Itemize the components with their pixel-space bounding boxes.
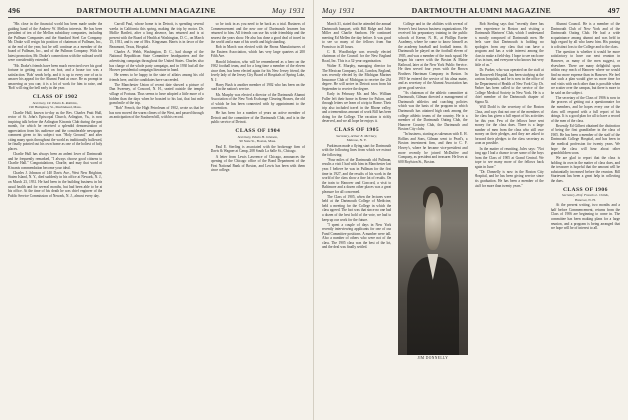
paragraph: "His close in the financial world has been made under the guiding hand of the Andrew W. Mellon interests. He has been president of ten of the Mellon subsidiary companies, including the Pullman Companies and the Standard Steel Car Company. Mr. Drake will resign his position of chairman of Pullman, Inc., at the end of the year, but he will continue as a member of the board of Pullman, Inc., and of the Pullman Company. With his latest promotion, Mr. Drake's connections with the railroad world were considerably extended. (8, 22, 103, 63)
class-address: 90 State St., Boston, Mass. (239, 139, 277, 144)
column-4 (551, 22, 620, 420)
photo-face (425, 193, 442, 249)
paragraph: College and in the abilities with several of Seaver's best known business organizations. He received his preparatory training in the public schools of Keene, N. H., at Phillips Exeter Academy, where he came to know himself as the academy baseball and football teams. At Dartmouth he played on the football eleven of 1905, and was a member of the track squad. He began his career with the Boston & Maine Railroad, later at the New York Public Service. He then served four years with the Brown Brothers Harriman Company in Boston. In 1919 he entered the service of his alma mater, and as secretary of the Alumni Association has given good service. (398, 22, 468, 90)
paragraph: "Four miles of the Dartmouth old Pullman, results a visit I had with him in Manchester last year. I believe he was in Pullman for the first time in 1927, and the results of his work in the world of the class show a fine lot of results. On the train to Hanover and Concord, a visit to Baltimore and a dozen other places was a great pleasure for all concerned. (322, 157, 392, 194)
paragraph: We are glad to report that the class is holding its own in the matter of class dues, and the treasurer is hopeful that the amount will be substantially increased before the reunion. Bill Sturtevant has been a great help in collecting the dues. (550, 156, 620, 183)
paragraph: Alumni Council. He is a member of the Dartmouth Club of New York and of the Dartmouth Outing Club. He had a wide acquaintance among alumni and was held in high regard by all who knew him. His passing is a distinct loss to the College and to the class. (550, 22, 620, 49)
paragraph: Early in February Mr. and Mrs. William Fuller left their home in Keene for Fulton, and through letters we learn of a trip to Rome. Their trip also included travel in the Rhone valley, and a tremendous amount of work Bill has been doing for the College. The vacation is richly deserved, and we all hope he enjoys it. (322, 91, 392, 124)
column-1 (322, 22, 391, 420)
magazine-title: DARTMOUTH ALUMNI MAGAZINE (411, 6, 552, 15)
column-2 (109, 22, 203, 420)
paragraph: "Mr. Drake's friends have been much exercised over his good fortune in getting out and on foot, and a house too was a satisfaction. 'Bob' sends help, and it is up to every one of us to answer his appeal for the Alumni Fund at once. Be as prompt in answering as you can; it is a lot of work for him to raise, and 'Bob' will ring the bell early in the year. (8, 63, 103, 91)
paragraph: Carroll Paul, whose home is in Detroit, is spending several weeks in California this spring, making the trip by motor. Dr. Mollie Bartlett, after a long absence, has returned and is at present with the Board of Health at Washington, D. C., on March 15, 1931, and is one of Mrs. Kingsman. Harris is in favor of the Beaumont, Texas, Hospital. (109, 22, 204, 49)
column-3 (211, 22, 305, 420)
paragraph: In the matter of reuniting, Jules says: "Not long ago I had a chance to see some of the boys from the Class of 1905 at Grand Central. We hope to see many more of the fellows back again in June." (474, 146, 544, 169)
paragraph: At the present writing, two months and a half before Commencement, returns from the Class of 1906 are beginning to come in. The committee has been making plans for a large reunion, and a program is being arranged that we hope will be of interest to all. (550, 203, 620, 231)
photo-caption: JIM DONNELLY (417, 356, 449, 361)
paragraph: The Class of 1905, when the lectures were held at the Dartmouth College of Medicine, held a meeting for the College in which the class agreed. The fact was that since no one had a dozen of the best hold of the vote, we had to keep up our work for the future. (322, 194, 392, 222)
paragraph: "I spent a couple of days in New York recently interviewing applicants for one of our Fund Committee positions. A number were tall. Also a number of others who were not of the class. The 1905 class was the best of the lot, and the deal was finally settled. (322, 222, 392, 250)
paragraph: "As chairman of the athletic committee at Dartmouth, Gilman directed a management of Dartmouth athletics and coaching policies which was the basis of the program in which Dartmouth has attained high rank among the college athletic teams of the country. He is a member of the Dartmouth Outing Club, the Hanover Country Club, the Dartmouth and Boston City clubs. (398, 90, 468, 132)
paragraph: The Manchester Union of recent date showed a picture of Dan Sweeney, of Concord, N. H., seated outside the temple village of Fortuna. Thus seems to have adopted a little more of a hidden than the days when he boasted to his last, that last mile grand mile of the trip. (109, 82, 204, 106)
paragraph: Walter E. Murphy, managing director for The Mexican Company, Ltd., London, England, was recently elected by the Michigan Mariner Insurance Club of Michigan to receive the 23d degree. He will arrive in Detroit soon from his September to receive the degree. (322, 64, 392, 91)
class-heading: CLASS OF 1906 (562, 186, 608, 193)
paragraph: The question is whether it would be more satisfactory to have our next reunion in Hanover, as many of the men suggest, or elsewhere. There are many delightful spots within easy reach of Hanover where we would find no more expense than in Hanover. We feel that such a plan would give us more time for real visits with each other than is possible when we scatter over the campus, but there is more to be said on the subject. (550, 49, 620, 95)
issue-date: May 1931 (272, 6, 305, 15)
paragraph: A letter from Lewis Lawrence of Chicago, announces the opening of the Chicago office of the Bond Department of the First National Bank of Boston, and Lewis has been with them since college. (210, 154, 305, 173)
paragraph: Bob Sterling says that "recently there has been experience in Boston and visiting a Dartmouth Mariners' Club, which I understand is mostly composed of Dartmouth men. He feels sure that Dartmouth is holding no apologies from any class that can have a program and has a wide interest among the class to make a field-day. I hope to see each one of us in turn, and everyone who knows but very little of us." (474, 22, 544, 67)
class-address: Melrose, N. Y. (346, 137, 367, 142)
paragraph: so he took in as you need to be back as a trial. Business of Commencement and the new one of Dartmouth lawmen has returned to him. All friends can use his wide friendship and the nearest the years show. He also has done a good deal of travel in the world and a man of his worth and high standing. (210, 22, 305, 45)
paragraph: "Dr. Donnelly is now in the Boston City Hospital, and he has been giving service since his graduation. He has been a member of the staff for more than twenty years." (474, 169, 544, 188)
paragraph: Recently Ed Gilbert obtained the distinction of being the first grandfather in the class of 1905. He has been a member of the staff of the Dartmouth College Hospital, and has been in the medical profession for twenty years. We hope the class will hear about other grandchildren soon. (550, 123, 620, 156)
column-3 (475, 22, 544, 420)
class-heading: CLASS OF 1902 (32, 93, 78, 100)
paragraph: Harold Johnston, who will be remembered as a hero on the 1902 football team, and for a long time a member of the eleven since then, has been elected again for his New Jersey friend, the lovely lady of the Jersey City Board of Hospitals of Spring Lake, N. J. (210, 59, 305, 82)
column-group (322, 22, 620, 420)
paragraph: Will Dodd is the secretary of the Boston Class, and says that not one of the members of the class has given a full report of his activities for this year. Few of the fellows have sent money for the class dues. There is a large number of men from the class who still owe money on their pledges, and they are asked to forward their pledges to the class secretary as soon as possible. (474, 105, 544, 146)
class-heading: CLASS OF 1905 (334, 126, 380, 133)
issue-date: May 1931 (322, 6, 355, 15)
paragraph: Charles A. Webb, Washington, D. C., had charge of the National Republican State Committee headquarters and the advertising campaign throughout the United States. Charles also has charge of the whole party campaign, and in 1930 had all the Hoover presidential campaign literature in hand. (109, 49, 204, 73)
class-secretary: Secretary, Prof. Francis L. Childs, (562, 193, 609, 198)
class-secretary: Secretary, Dr. Edwin K. Robbins, (32, 100, 78, 105)
class-heading: CLASS OF 1904 (235, 128, 281, 134)
class-address: 190 Humphrey St., Marblehead, Mass. (28, 104, 82, 109)
page-header (8, 6, 305, 18)
column-1 (8, 22, 102, 420)
paragraph: March 31, stated that he attended the annual Dartmouth banquet, with Bill Ridge and John Miller and Charlie Sanborn. He continued meeting Ed Mellen the day before. It was good to see so many of the fellows from San Francisco in 20 hours. (322, 22, 392, 49)
paragraph: He has been for a number of years an active member of Detroit and the committee of the Dartmouth Club, and is in the public service of Detroit. (210, 111, 305, 125)
paragraph: "Bob" French, the High Petroleum of 1902, wrote us that he has now moved the warm climes of the West, and passed through an anticipation of the Southern bill, with his record. (109, 106, 204, 120)
paragraph: C. R. Woodbridge was recently elected chairman of the Council for the New England Road, Inc. This is a 32-year organization. (322, 49, 392, 63)
paragraph: Mr. Murphy was elected a director of the Dartmouth Alumni Association of the New York Exchange Clearing Houses, the old of which he has been connected with by appointment to the convention. (210, 92, 305, 111)
paragraph: "In business, starting as salesman with E. H. Rollins and Sons, Gilman went to Pearl's, a Boston investment firm, and then to C. F. Hovey's, where he became vice-president and more recently he joined McDuffee and Company, as president and treasurer. He lives at 600 Boylston St., Boston. (398, 132, 468, 164)
page-header (322, 6, 620, 18)
page-number: 497 (607, 6, 620, 15)
magazine-title: DARTMOUTH ALUMNI MAGAZINE (76, 6, 216, 15)
paragraph: The secretary of the Class of 1906 is now in the process of getting out a questionnaire for the members, and he hopes every one of the class will respond with a full report of his doings. It is a good plan for all to have a record of the men of the class. (550, 95, 620, 123)
paragraph: Bob in March was elected with the Bronx Manufacturers of the Eastern Association, which has very large quarters at 200 Fifth Ave. (210, 45, 305, 59)
paragraph: Paul E. Sterling is associated with the brokerage firm of Davis & Wagner at Camp, 208 South La Salle St., Chicago. (210, 144, 305, 154)
class-address: Hanover, N. H. (575, 197, 596, 202)
page-number: 496 (8, 6, 21, 15)
paragraph: Charles J. Johnson of 140 Davis Ave., West New Brighton, Staten Island, N. Y., died suddenly in his office at Newark, N. J., on March 23, 1931. He had been in the building business in his usual health and for several months, but had been able to be at his office. At the time of his death he was chief engineer of the Public Service Commission of Newark, N. J., almost every day. (8, 170, 103, 198)
paragraph: Charlie Hull, known to-day as the Rev. Charles Pratt Hull, rector of St. John's Episcopal Church, Arlington, Va., is now inspiring talk before the Arlington Kiwanis Club during the past month, for which he received a splendid demonstration of appreciation from his audience and the considerable newspaper comment given to his subject was "Holy Ground," and after citing many spots throughout the world as traditionally hallowed, he finally pointed out his own home as one of the holiest of holy places. (8, 110, 103, 151)
class-secretary: Secretary, Arthur E. McClary, (336, 133, 377, 138)
portrait-photo (398, 167, 467, 355)
paragraph: Charlie Hull has always been an ardent lover of Dartmouth and he frequently remarked, "I always choose good citizens to Charlie Hall." Congratulations, Charlie, and may that word of Kiwanis commendation become your ideal. (8, 152, 103, 170)
paragraph: He seems to be happy in the state of affairs among his old friends here, and the candidates have succeeded. (109, 73, 204, 82)
column-2 (398, 22, 467, 420)
paragraph: Parkinson made a flying start for Dartmouth with the following lines from which we extract the following: (322, 143, 392, 157)
right-page (314, 0, 628, 420)
paragraph: Harry Bush is another member of 1902 who has been on the road in the nation's service. (210, 82, 305, 92)
class-secretary: Secretary, Edwin H. Johnson, (237, 134, 278, 139)
column-group (8, 22, 305, 420)
paragraph: Dr. Parker, who was operated on the staff at the Roosevelt Hospital, has been studying at the various hospitals, and he is now in the office of the Department of Health of New York City. Dr. Parker has been called to the service of the College Medical Society in New York. He is a chief member of the Dartmouth chapter of Sigma Xi. (474, 68, 544, 104)
